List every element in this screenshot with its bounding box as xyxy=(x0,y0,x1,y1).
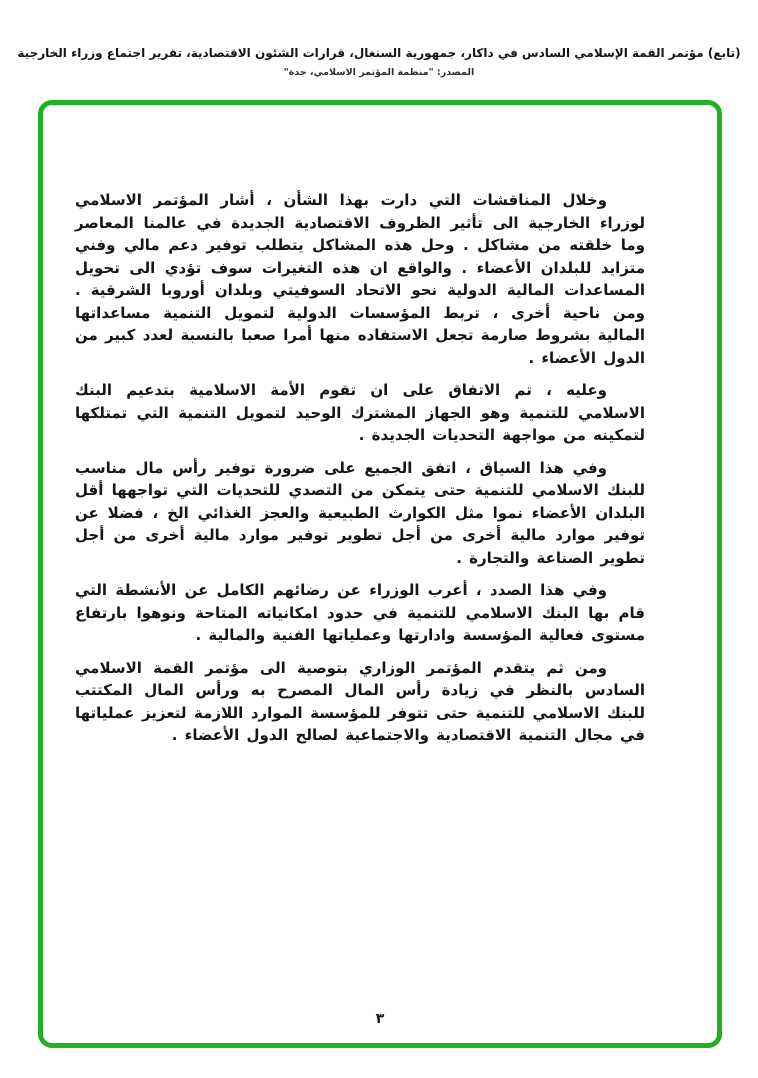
page-number: ٣ xyxy=(375,1011,385,1027)
header-source: المصدر: "منظمة المؤتمر الاسلامي، جدة" xyxy=(283,67,475,78)
document-header xyxy=(0,46,758,78)
paragraph-recommendation: ومن ثم يتقدم المؤتمر الوزاري بتوصية الى مؤتمر القمة الاسلامي السادس بالنظر في زيادة رأس المال المصرح به ورأس المال المكتتب للبنك الاسلامي للتنمية حتى تتوفر للمؤسسة الموارد اللازمة لتعزيز عملياتها في مجال التنمية الاقتصادية والاجتماعية لصالح الدول الأعضاء . xyxy=(75,658,645,744)
document-body xyxy=(75,189,645,757)
paragraph-discussions: وخلال المناقشات التي دارت بهذا الشأن ، أشار المؤتمر الاسلامي لوزراء الخارجية الى تأثير الظروف الاقتصادية الجديدة في عالمنا المعاصر وما خلقته من مشاكل . وحل هذه المشاكل يتطلب توفير دعم مالي وفني متزايد للبلدان الأعضاء . والواقع ان هذه التغيرات سوف تؤدي الى تحويل المساعدات المالية الدولية نحو الاتحاد السوفيتي وبلدان أوروبا الشرقية . ومن ناحية أخرى ، تربط المؤسسات الدولية لتمويل التنمية مساعداتها المالية بشروط صارمة تجعل الاستفاده منها أمرا صعبا بالنسبة لعدد كبير من الدول الأعضاء . xyxy=(75,191,645,367)
paragraph-capital: وفي هذا السياق ، اتفق الجميع على ضرورة توفير رأس مال مناسب للبنك الاسلامي للتنمية حتى يتمكن من التصدي للتحديات التي تواجهها أقل البلدان الأعضاء نموا مثل الكوارث الطبيعية والعجز الغذائي الخ ، فضلا عن توفير موارد مالية أخرى من أجل تطوير توفير موارد مالية أخرى من أجل تطوير الصناعة والتجارة . xyxy=(75,458,645,567)
header-title: (تابع) مؤتمر القمة الإسلامي السادس في داكار، جمهورية السنغال، قرارات الشئون الاقتصادية، تقرير اجتماع وزراء الخارجية xyxy=(17,46,741,60)
paragraph-agreement: وعليه ، تم الاتفاق على ان تقوم الأمة الاسلامية بتدعيم البنك الاسلامي للتنمية وهو الجهاز المشترك الوحيد لتمويل التنمية التي تمتلكها لتمكينه من مواجهة التحديات الجديدة . xyxy=(75,381,645,444)
content-border-box xyxy=(38,100,722,1048)
paragraph-satisfaction: وفي هذا الصدد ، أعرب الوزراء عن رضائهم الكامل عن الأنشطة التي قام بها البنك الاسلامي للتنمية في حدود امكانياته المتاحة ونوهوا بارتفاع مستوى فعالية المؤسسة وادارتها وعملياتها الفنية والمالية . xyxy=(75,581,645,644)
